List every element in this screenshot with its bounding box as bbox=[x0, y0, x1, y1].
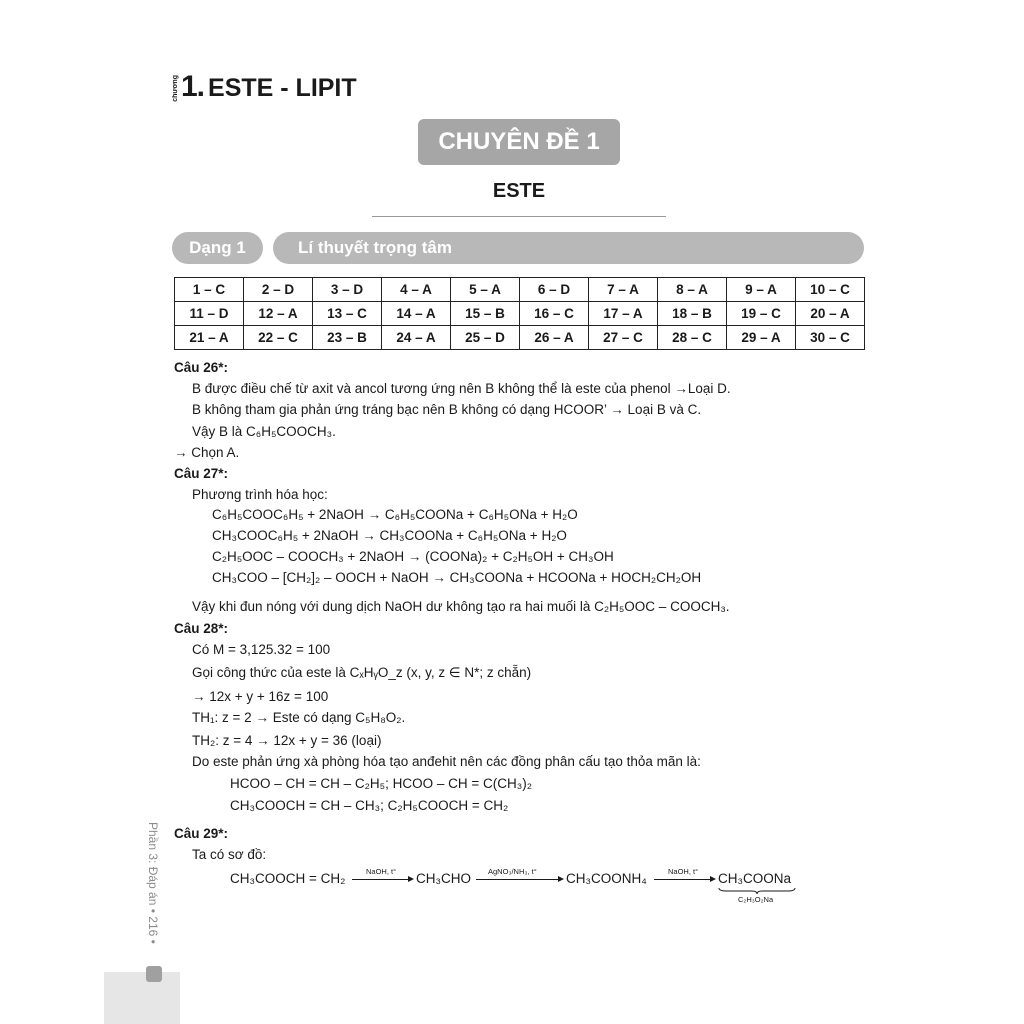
q28-line-4: TH₁: z = 2 → Este có dạng C₅H₈O₂. bbox=[192, 710, 406, 725]
q27-equation-4: CH₃COO – [CH₂]₂ – OOCH + NaOH → CH₃COONa + HCOONa + HOCH₂CH₂OH bbox=[212, 570, 702, 585]
answer-cell: 10 – C bbox=[796, 278, 865, 302]
scheme-arrow-3 bbox=[654, 879, 712, 880]
scheme-species-1: CH₃COOCH = CH₂ bbox=[230, 871, 346, 886]
answer-cell: 9 – A bbox=[727, 278, 796, 302]
answer-cell: 17 – A bbox=[589, 302, 658, 326]
section-divider bbox=[372, 216, 666, 217]
answer-cell: 8 – A bbox=[658, 278, 727, 302]
q28-line-7: HCOO – CH = CH – C₂H₅; HCOO – CH = C(CH₃)₂ bbox=[230, 776, 532, 791]
scheme-arrow-1 bbox=[352, 879, 410, 880]
answer-cell: 3 – D bbox=[313, 278, 382, 302]
answer-cell: 4 – A bbox=[382, 278, 451, 302]
answer-row bbox=[175, 326, 865, 350]
answer-cell: 20 – A bbox=[796, 302, 865, 326]
answer-cell: 14 – A bbox=[382, 302, 451, 326]
scheme-arrow-3-label: NaOH, t° bbox=[668, 867, 699, 876]
q28-line-2: Gọi công thức của este là CₓHᵧO_z (x, y, z ∈ N*; z chẵn) bbox=[192, 665, 532, 680]
answer-row bbox=[175, 278, 865, 302]
type-label: Dạng 1 bbox=[172, 232, 263, 264]
q29-intro: Ta có sơ đồ: bbox=[192, 847, 267, 862]
scheme-arrow-2 bbox=[476, 879, 560, 880]
answer-cell: 28 – C bbox=[658, 326, 727, 350]
answer-cell: 2 – D bbox=[244, 278, 313, 302]
q28-line-5: TH₂: z = 4 → 12x + y = 36 (loại) bbox=[192, 733, 382, 748]
answer-cell: 23 – B bbox=[313, 326, 382, 350]
chapter-title: ESTE - LIPIT bbox=[208, 74, 357, 102]
page-footer-vertical: Phần 3: Đáp án • 216 • bbox=[146, 822, 160, 944]
q28-line-6: Do este phản ứng xà phòng hóa tạo anđehit nên các đồng phân cấu tạo thỏa mãn là: bbox=[192, 754, 701, 769]
q26-title: Câu 26*: bbox=[174, 360, 229, 375]
scheme-species-4-note: C₂H₃O₂Na bbox=[738, 895, 774, 904]
answer-cell: 13 – C bbox=[313, 302, 382, 326]
type-title: Lí thuyết trọng tâm bbox=[273, 232, 864, 264]
scheme-arrow-1-label: NaOH, t° bbox=[366, 867, 397, 876]
answer-cell: 26 – A bbox=[520, 326, 589, 350]
q28-line-1: Có M = 3,125.32 = 100 bbox=[192, 642, 331, 657]
answer-cell: 16 – C bbox=[520, 302, 589, 326]
q27-equation-3: C₂H₅OOC – COOCH₃ + 2NaOH → (COONa)₂ + C₂H₅OH + CH₃OH bbox=[212, 549, 614, 564]
answer-cell: 18 – B bbox=[658, 302, 727, 326]
answer-cell: 15 – B bbox=[451, 302, 520, 326]
chapter-heading bbox=[172, 72, 357, 102]
answer-cell: 5 – A bbox=[451, 278, 520, 302]
topic-box: CHUYÊN ĐỀ 1 bbox=[418, 119, 620, 165]
q27-conclusion: Vậy khi đun nóng với dung dịch NaOH dư không tạo ra hai muối là C₂H₅OOC – COOCH₃. bbox=[192, 599, 730, 614]
q27-title: Câu 27*: bbox=[174, 466, 229, 481]
q27-equation-1: C₆H₅COOC₆H₅ + 2NaOH → C₆H₅COONa + C₆H₅ONa + H₂O bbox=[212, 507, 578, 522]
scheme-species-4: CH₃COONa bbox=[718, 871, 792, 886]
chapter-tiny-label: chương bbox=[172, 75, 179, 102]
answer-cell: 7 – A bbox=[589, 278, 658, 302]
scheme-arrow-1-head bbox=[408, 876, 414, 882]
answer-cell: 1 – C bbox=[175, 278, 244, 302]
answer-cell: 19 – C bbox=[727, 302, 796, 326]
scheme-species-2: CH₃CHO bbox=[416, 871, 471, 886]
scheme-species-3: CH₃COONH₄ bbox=[566, 871, 647, 886]
answer-row bbox=[175, 302, 865, 326]
q28-line-8: CH₃COOCH = CH – CH₃; C₂H₅COOCH = CH₂ bbox=[230, 798, 509, 813]
q26-line-2: B không tham gia phản ứng tráng bạc nên B không có dạng HCOOR’ → Loại B và C. bbox=[192, 402, 702, 417]
chapter-number: 1. bbox=[181, 70, 205, 103]
answer-cell: 22 – C bbox=[244, 326, 313, 350]
answer-cell: 12 – A bbox=[244, 302, 313, 326]
q29-title: Câu 29*: bbox=[174, 826, 229, 841]
answer-cell: 30 – C bbox=[796, 326, 865, 350]
answer-cell: 11 – D bbox=[175, 302, 244, 326]
side-tab-background bbox=[104, 972, 180, 1024]
answer-cell: 29 – A bbox=[727, 326, 796, 350]
q26-line-3: Vậy B là C₆H₅COOCH₃. bbox=[192, 424, 336, 439]
q27-intro: Phương trình hóa học: bbox=[192, 487, 328, 502]
q26-line-1: B được điều chế từ axit và ancol tương ứng nên B không thể là este của phenol →Loại D. bbox=[192, 381, 731, 396]
answer-cell: 24 – A bbox=[382, 326, 451, 350]
answer-cell: 27 – C bbox=[589, 326, 658, 350]
q27-equation-2: CH₃COOC₆H₅ + 2NaOH → CH₃COONa + C₆H₅ONa + H₂O bbox=[212, 528, 567, 543]
answer-table bbox=[174, 277, 865, 350]
underbrace-icon bbox=[718, 887, 796, 895]
answer-cell: 25 – D bbox=[451, 326, 520, 350]
answer-cell: 6 – D bbox=[520, 278, 589, 302]
section-title: ESTE bbox=[492, 180, 546, 202]
answer-cell: 21 – A bbox=[175, 326, 244, 350]
q28-title: Câu 28*: bbox=[174, 621, 229, 636]
side-tab-marker bbox=[146, 966, 162, 982]
scheme-arrow-3-head bbox=[710, 876, 716, 882]
scheme-arrow-2-head bbox=[558, 876, 564, 882]
scheme-arrow-2-label: AgNO₃/NH₃, t° bbox=[488, 867, 537, 876]
q28-line-3: → 12x + y + 16z = 100 bbox=[192, 689, 329, 704]
q26-line-4: → Chọn A. bbox=[174, 445, 240, 460]
